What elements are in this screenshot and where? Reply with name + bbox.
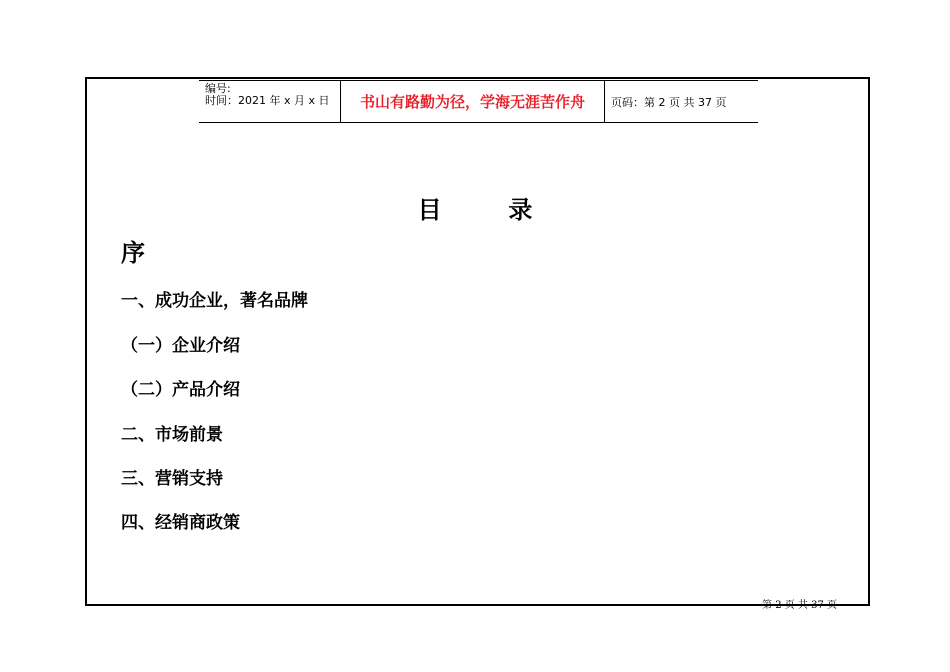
header-number-label: 编号: [205,82,231,95]
footer-page-number: 第 2 页 共 37 页 [762,600,837,611]
header-meta-cell [199,81,341,122]
toc-item-1-1: （一）企业介绍 [121,336,240,356]
toc-item-4: 四、经销商政策 [121,513,240,533]
toc-preface: 序 [121,239,145,267]
toc-item-1-2: （二）产品介绍 [121,380,240,400]
header-time-label: 时间：2021 年 x 月 x 日 [205,94,330,107]
toc-title: 目 录 [417,196,533,224]
toc-item-1: 一、成功企业，著名品牌 [121,291,308,311]
toc-item-2: 二、市场前景 [121,425,223,445]
toc-item-3: 三、营销支持 [121,469,223,489]
header-motto: 书山有路勤为径，学海无涯苦作舟 [341,81,605,122]
document-header [199,80,758,123]
header-page-info: 页码：第 2 页 共 37 页 [611,95,727,109]
